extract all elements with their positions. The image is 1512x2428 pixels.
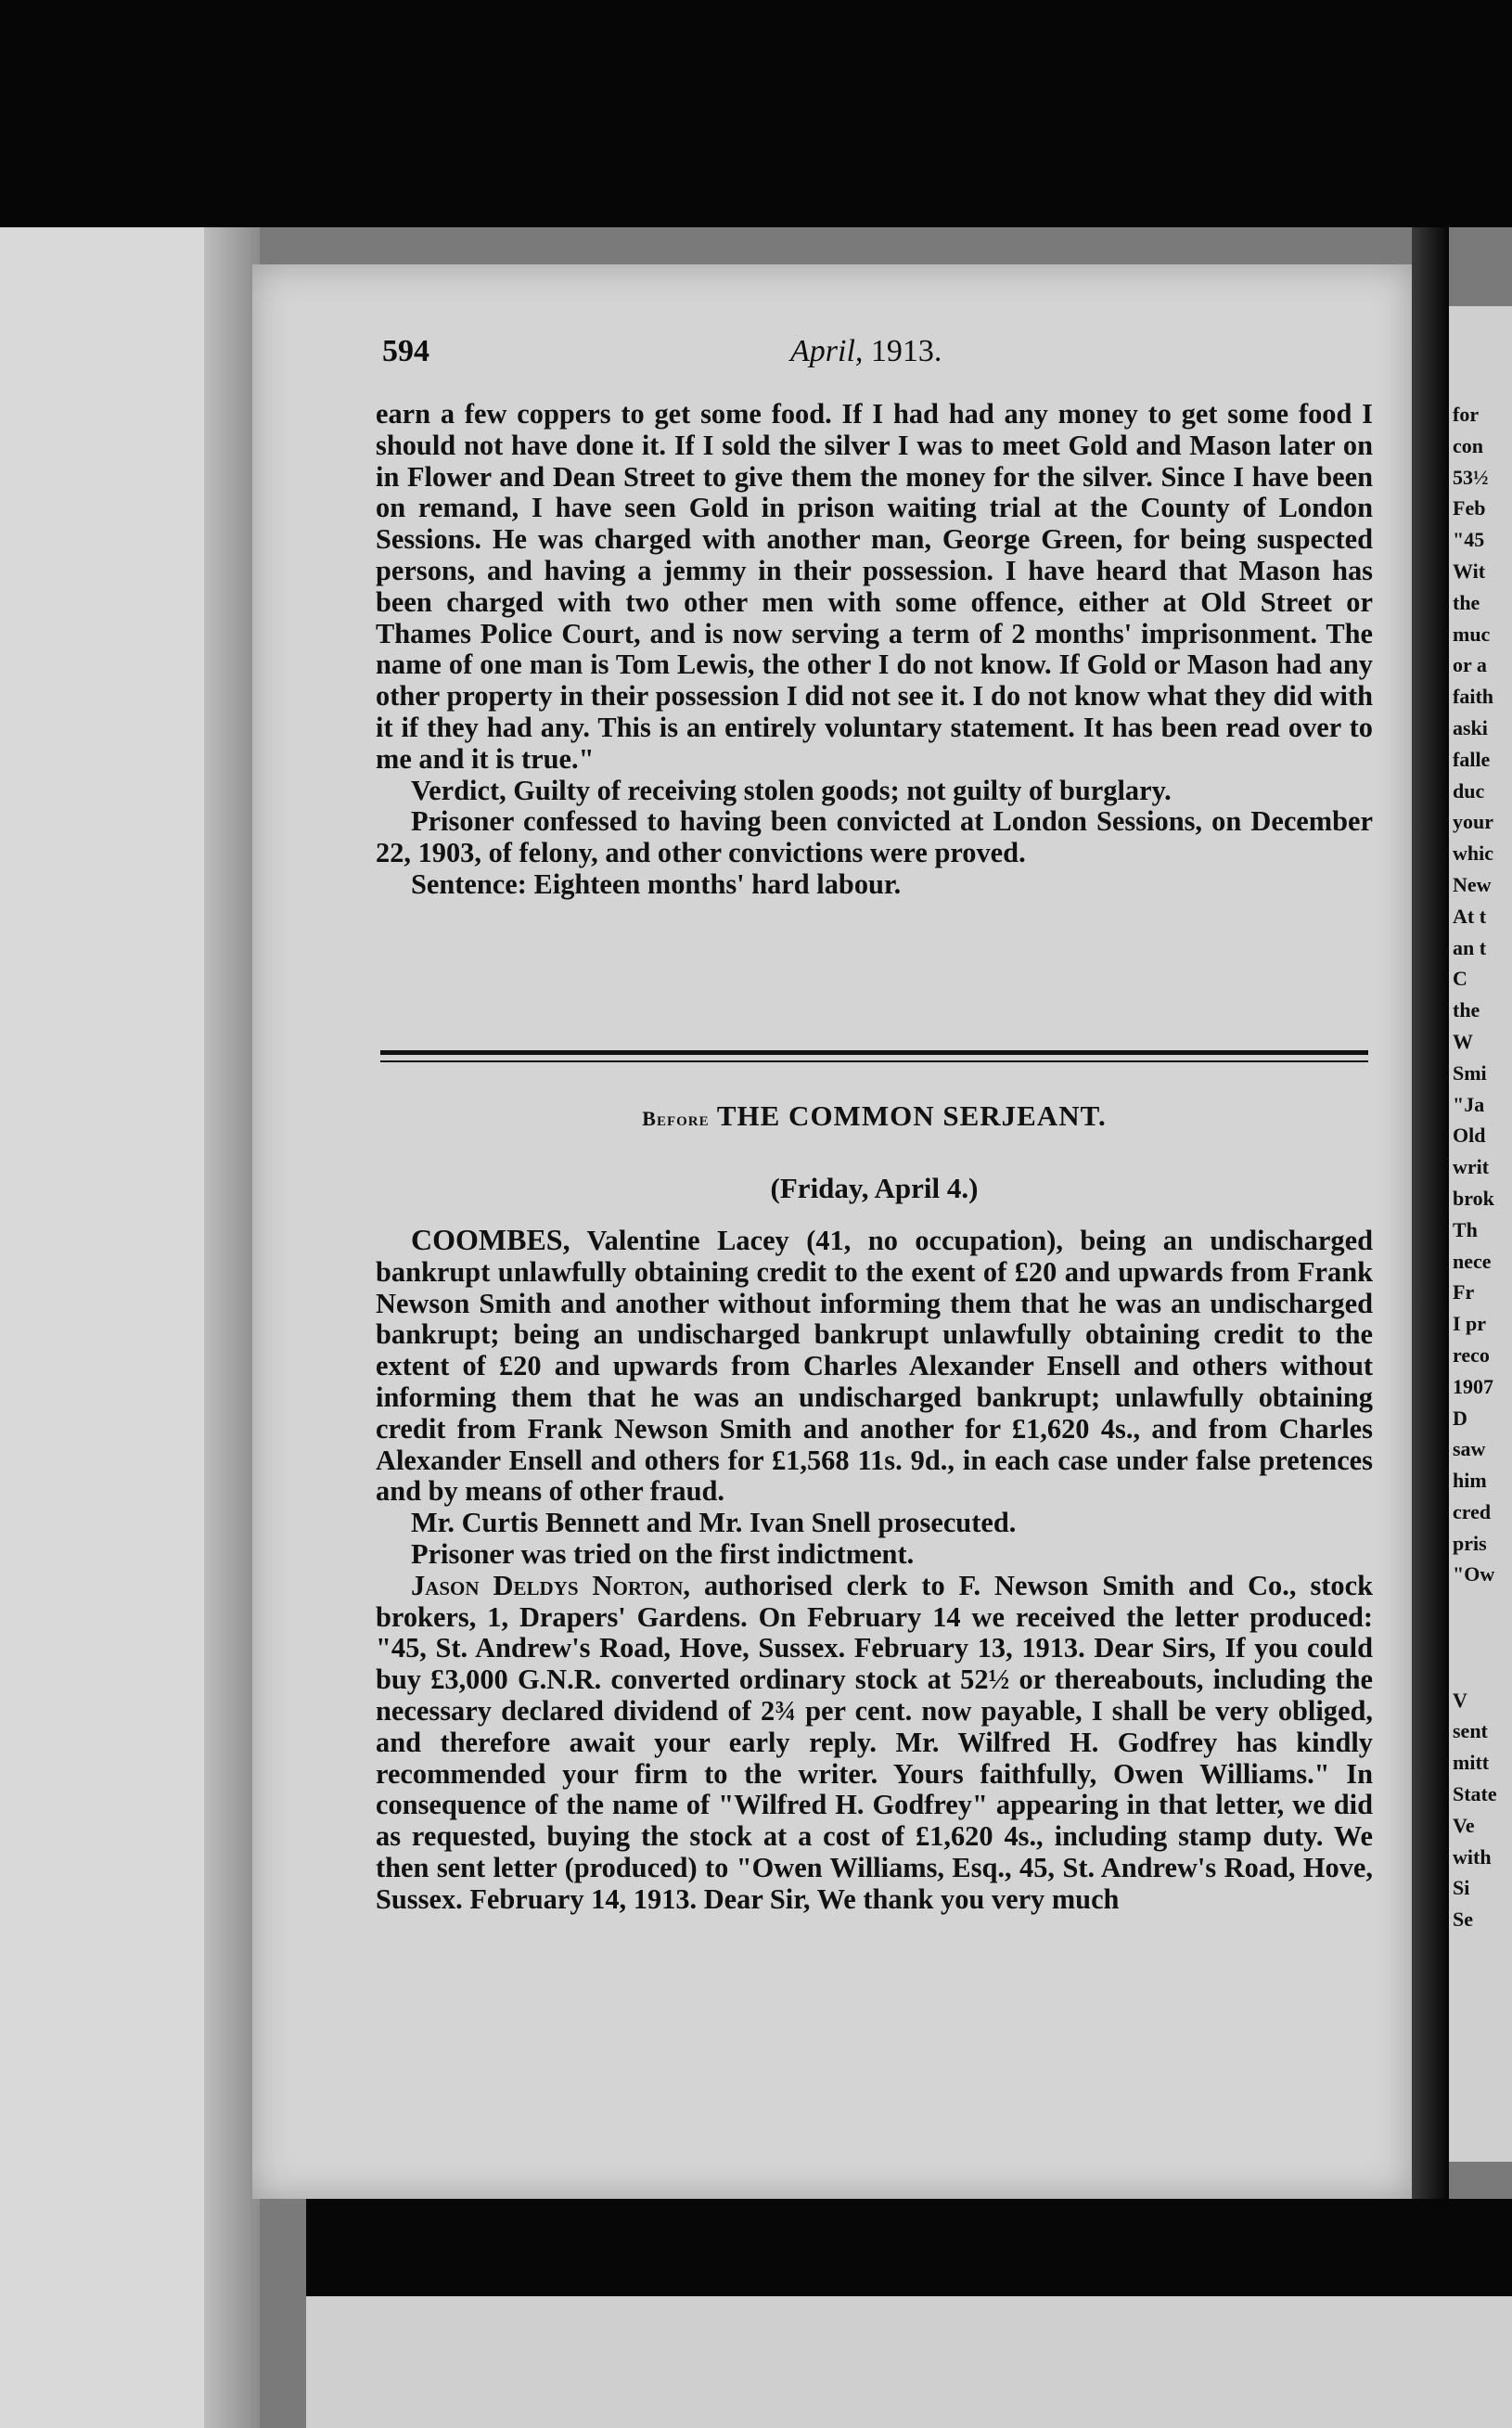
facing-page-line: brok xyxy=(1453,1186,1494,1210)
facing-page-line: mitt xyxy=(1453,1751,1490,1775)
facing-page-line: Si xyxy=(1453,1876,1470,1900)
section-divider-thin xyxy=(380,1060,1368,1062)
witness-name: Jason Deldys Norton, xyxy=(411,1569,690,1601)
page-header xyxy=(382,334,1365,399)
facing-page-line: V xyxy=(1453,1688,1467,1712)
facing-page-line: sent xyxy=(1453,1719,1488,1743)
facing-page-line: Feb xyxy=(1453,496,1486,520)
facing-page-line xyxy=(1453,1653,1497,1685)
counsel-paragraph: Mr. Curtis Bennett and Mr. Ivan Snell prosecuted. xyxy=(411,1507,1017,1539)
facing-page-line: C xyxy=(1453,967,1467,991)
facing-page-line: an t xyxy=(1453,935,1487,959)
facing-page-line: "Ja xyxy=(1453,1092,1485,1116)
facing-page-line: Ve xyxy=(1453,1813,1475,1837)
section-heading-title: THE COMMON SERJEANT. xyxy=(716,1099,1107,1132)
facing-page-line: saw xyxy=(1453,1437,1486,1461)
facing-page-line: 53½ xyxy=(1453,465,1489,489)
facing-page-line: writ xyxy=(1453,1155,1490,1179)
verdict-paragraph: Verdict, Guilty of receiving stolen goods; not guilty of burglary. xyxy=(411,774,1172,806)
page-number: 594 xyxy=(382,334,429,368)
facing-page-text xyxy=(1453,399,1497,1935)
section-heading xyxy=(380,1099,1368,1133)
facing-page-line: Smi xyxy=(1453,1060,1487,1085)
facing-page-line: falle xyxy=(1453,747,1491,771)
facing-page-line: or a xyxy=(1453,653,1487,677)
coombes-case-text xyxy=(376,1225,1373,1916)
facing-page-line: "Ow xyxy=(1453,1562,1495,1587)
facing-page-line xyxy=(1453,1590,1497,1622)
facing-page-line xyxy=(1453,1622,1497,1653)
charge-paragraph xyxy=(376,1225,1373,1508)
sentence-paragraph: Sentence: Eighteen months' hard labour. xyxy=(411,867,902,900)
next-page-fragment xyxy=(306,2296,1512,2428)
section-date: (Friday, April 4.) xyxy=(770,1172,979,1204)
facing-page-line: aski xyxy=(1453,715,1488,739)
convictions-paragraph: Prisoner confessed to having been convicted at London Sessions, on December 22, 1903, of felony, and other convictions were proved. xyxy=(376,805,1373,869)
facing-page-line: faith xyxy=(1453,685,1493,709)
facing-page-line: New xyxy=(1453,872,1492,896)
previous-case-text xyxy=(376,399,1373,901)
running-head-year: 1913. xyxy=(870,334,942,368)
facing-page-line: for xyxy=(1453,403,1480,426)
facing-page-line: W xyxy=(1453,1029,1473,1053)
witness-paragraph xyxy=(376,1571,1373,1916)
defendant-name: COOMBES, xyxy=(411,1223,570,1256)
facing-page-line: reco xyxy=(1453,1342,1490,1367)
scan-bottom-border xyxy=(306,2199,1512,2296)
facing-page-line: At t xyxy=(1453,904,1487,928)
facing-page-line: whic xyxy=(1453,841,1493,866)
facing-page-line: muc xyxy=(1453,622,1491,646)
section-divider-thick xyxy=(380,1050,1368,1055)
facing-page-fragment xyxy=(1449,306,1512,2162)
facing-page-line: Fr xyxy=(1453,1280,1475,1304)
facing-page-line: 1907 xyxy=(1453,1374,1493,1398)
facing-page-line: State xyxy=(1453,1782,1497,1806)
page-edge-shadow xyxy=(204,227,260,2428)
book-gutter xyxy=(1412,227,1449,2203)
facing-page-line: nece xyxy=(1453,1249,1492,1273)
facing-page-line: your xyxy=(1453,810,1493,834)
facing-page-line: the xyxy=(1453,590,1480,614)
facing-page-line: D xyxy=(1453,1406,1467,1430)
facing-page-line: with xyxy=(1453,1844,1492,1869)
facing-page-line: the xyxy=(1453,998,1480,1022)
facing-page-line: Old xyxy=(1453,1124,1486,1148)
facing-page-line: Se xyxy=(1453,1908,1473,1932)
facing-page-line: con xyxy=(1453,433,1483,457)
scan-top-border xyxy=(0,0,1512,227)
facing-page-line: pris xyxy=(1453,1531,1487,1555)
witness-testimony: authorised clerk to F. Newson Smith and Co., stock brokers, 1, Drapers' Gardens. On February 14 we received the letter produced: "45, St. Andrew's Road, Hove, Sussex. February 13, 1913. Dear Sirs, If you could buy £3,000 G.N.R. converted ordinary stock at 52½ or thereabouts, including the necessary declared dividend of 2¾ per cent. now payable, I shall be very obliged, and therefore await your early reply. Mr. Wilfred H. Godfrey has kindly recommended your firm to the writer. Yours faithfully, Owen Williams." In consequence of the name of "Wilfred H. Godfrey" appearing in that letter, we did as requested, buying the stock at a cost of £1,620 4s., including stamp duty. We then sent letter (produced) to "Owen Williams, Esq., 45, St. Andrew's Road, Hove, Sussex. February 14, 1913. Dear Sir, We thank you very much xyxy=(376,1569,1373,1915)
tried-paragraph: Prisoner was tried on the first indictment. xyxy=(411,1537,915,1570)
facing-page-line: cred xyxy=(1453,1499,1492,1523)
running-head xyxy=(790,334,942,369)
facing-page-line: I pr xyxy=(1453,1312,1487,1336)
facing-page-line: Wit xyxy=(1453,559,1486,583)
statement-paragraph: earn a few coppers to get some food. If I had had any money to get some food I should not have done it. If I sold the silver I was to meet Gold and Mason later on in Flower and Dean Street to give them the money for the silver. Since I have been on remand, I have seen Gold in prison waiting trial at the County of London Sessions. He was charged with another man, George Green, for being suspected persons, and having a jemmy in their possession. I have heard that Mason has been charged with two other men with some offence, either at Old Street or Thames Police Court, and is now serving a term of 2 months' imprisonment. The name of one man is Tom Lewis, the other I do not know. If Gold or Mason had any other property in their possession I did not see it. I do not know what they did with it if they had any. This is an entirely voluntary statement. It has been read over to me and it is true." xyxy=(376,398,1373,775)
charge-text: Valentine Lacey (41, no occupation), being an undischarged bankrupt unlawfully obtaining credit to the exent of £20 and upwards from Frank Newson Smith and another without informing them that he was an undischarged bankrupt; being an undischarged bankrupt unlawfully obtaining credit to the extent of £20 and upwards from Charles Alexander Ensell and others without informing them that he was an undischarged bankrupt; unlawfully obtaining credit from Frank Newson Smith and another for £1,620 4s., and from Charles Alexander Ensell and others for £1,568 11s. 9d., in each case under false pretences and by means of other fraud. xyxy=(376,1225,1373,1508)
section-heading-before: Before xyxy=(642,1107,710,1130)
facing-page-line: him xyxy=(1453,1469,1487,1493)
facing-page-line: duc xyxy=(1453,778,1485,803)
facing-page-line: "45 xyxy=(1453,528,1485,552)
running-head-month: April, xyxy=(790,334,864,368)
facing-page-line: Th xyxy=(1453,1217,1478,1241)
